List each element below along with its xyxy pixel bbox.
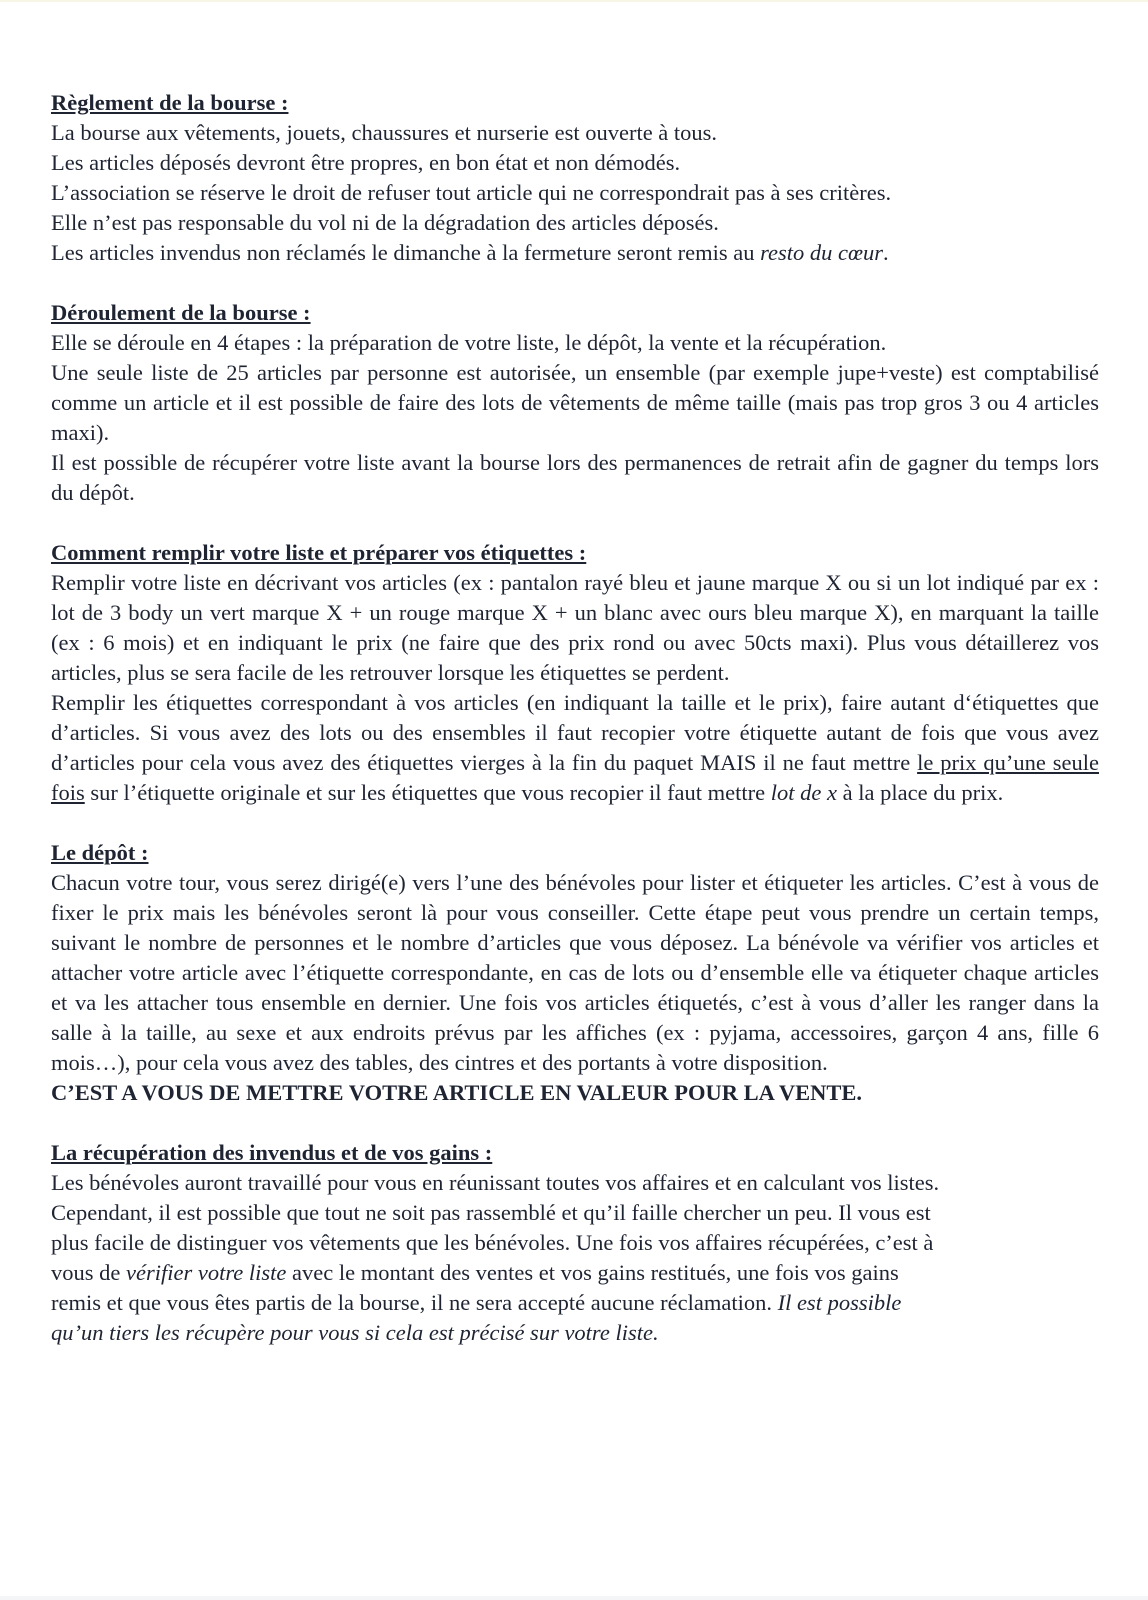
section-remplir — [51, 538, 1099, 808]
text-fragment: remis et que vous êtes partis de la bourse, il ne sera accepté aucune réclamation. — [51, 1290, 778, 1315]
text-line: Les bénévoles auront travaillé pour vous en réunissant toutes vos affaires et en calculant vos listes. — [51, 1170, 940, 1195]
text-line — [51, 238, 1099, 268]
section-title-reglement: Règlement de la bourse : — [51, 90, 289, 115]
text-line: Cependant, il est possible que tout ne soit pas rassemblé et qu’il faille chercher un peu. Il vous est — [51, 1200, 931, 1225]
section-deroulement — [51, 298, 1099, 508]
italic-fragment: resto du cœur — [760, 240, 884, 265]
underlined-fragment: le prix qu’une seule fois — [51, 750, 1099, 805]
text-fragment: avec le montant des ventes et vos gains restitués, une fois vos gains — [286, 1260, 899, 1285]
document-body — [51, 88, 1099, 1378]
text-fragment: . — [883, 240, 889, 265]
section-reglement — [51, 88, 1099, 268]
text-line: Elle n’est pas responsable du vol ni de la dégradation des articles déposés. — [51, 210, 719, 235]
paragraph: Elle se déroule en 4 étapes : la préparation de votre liste, le dépôt, la vente et la récupération. — [51, 330, 887, 355]
section-title-depot: Le dépôt : — [51, 840, 149, 865]
text-line: L’association se réserve le droit de refuser tout article qui ne correspondrait pas à ses critères. — [51, 180, 892, 205]
italic-fragment: lot de x — [770, 780, 838, 805]
text-line: plus facile de distinguer vos vêtements que les bénévoles. Une fois vos affaires récupérées, c’est à — [51, 1230, 934, 1255]
section-recuperation — [51, 1138, 1099, 1348]
paragraph: Remplir votre liste en décrivant vos articles (ex : pantalon rayé bleu et jaune marque X ou si un lot indiqué par ex : lot de 3 body un vert marque X + un rouge marque X + un blanc avec ours bleu marque X), en marquant la taille (ex : 6 mois) et en indiquant le prix (ne faire que des prix rond ou avec 50cts maxi). Plus vous détaillerez vos articles, plus se sera facile de les retrouver lorsque les étiquettes se perdent. — [51, 570, 1099, 685]
section-title-recuperation: La récupération des invendus et de vos gains : — [51, 1140, 493, 1165]
text-line: qu’un tiers les récupère pour vous si cela est précisé sur votre liste. — [51, 1320, 659, 1345]
section-title-deroulement: Déroulement de la bourse : — [51, 300, 311, 325]
text-fragment: à la place du prix. — [837, 780, 1004, 805]
paragraph — [51, 688, 1099, 808]
italic-fragment: vérifier votre liste — [126, 1260, 287, 1285]
text-line — [51, 1288, 1099, 1318]
text-fragment: sur l’étiquette originale et sur les étiquettes que vous recopier il faut mettre — [84, 780, 771, 805]
page-bottom-edge — [0, 1596, 1148, 1600]
text-fragment: Remplir les étiquettes correspondant à vos articles (en indiquant la taille et le prix), faire autant d‘étiquettes que d’articles. Si vous avez des lots ou des ensembles il faut recopier votre étiquette autant de fois que vous avez d’articles pour cela vous avez des étiquettes vierges à la fin du paquet MAIS il ne faut mettre — [51, 690, 1099, 775]
section-title-remplir: Comment remplir votre liste et préparer vos étiquettes : — [51, 540, 587, 565]
paragraph: Il est possible de récupérer votre liste avant la bourse lors des permanences de retrait afin de gagner du temps lors du dépôt. — [51, 450, 1099, 505]
paragraph: Chacun votre tour, vous serez dirigé(e) vers l’une des bénévoles pour lister et étiqueter les articles. C’est à vous de fixer le prix mais les bénévoles seront là pour vous conseiller. Cette étape peut vous prendre un certain temps, suivant le nombre de personnes et le nombre d’articles que vous déposez. La bénévole va vérifier vos articles et attacher votre article avec l’étiquette correspondante, en cas de lots ou d’ensemble elle va étiqueter chaque articles et va les attacher tous ensemble en dernier. Une fois vos articles étiquetés, c’est à vous d’aller les ranger dans la salle à la taille, au sexe et aux endroits prévus par les affiches (ex : pyjama, accessoires, garçon 4 ans, fille 6 mois…), pour cela vous avez des tables, des cintres et des portants à votre disposition. — [51, 870, 1099, 1075]
emphasis-statement: C’EST A VOUS DE METTRE VOTRE ARTICLE EN VALEUR POUR LA VENTE. — [51, 1080, 863, 1105]
italic-fragment: Il est possible — [777, 1290, 902, 1315]
section-depot — [51, 838, 1099, 1108]
text-fragment: Les articles invendus non réclamés le dimanche à la fermeture seront remis au — [51, 240, 761, 265]
text-fragment: vous de — [51, 1260, 126, 1285]
text-line: Les articles déposés devront être propres, en bon état et non démodés. — [51, 150, 681, 175]
text-line: La bourse aux vêtements, jouets, chaussures et nurserie est ouverte à tous. — [51, 120, 718, 145]
paragraph: Une seule liste de 25 articles par personne est autorisée, un ensemble (par exemple jupe+veste) est comptabilisé comme un article et il est possible de faire des lots de vêtements de même taille (mais pas trop gros 3 ou 4 articles maxi). — [51, 360, 1099, 445]
text-line — [51, 1258, 1099, 1288]
